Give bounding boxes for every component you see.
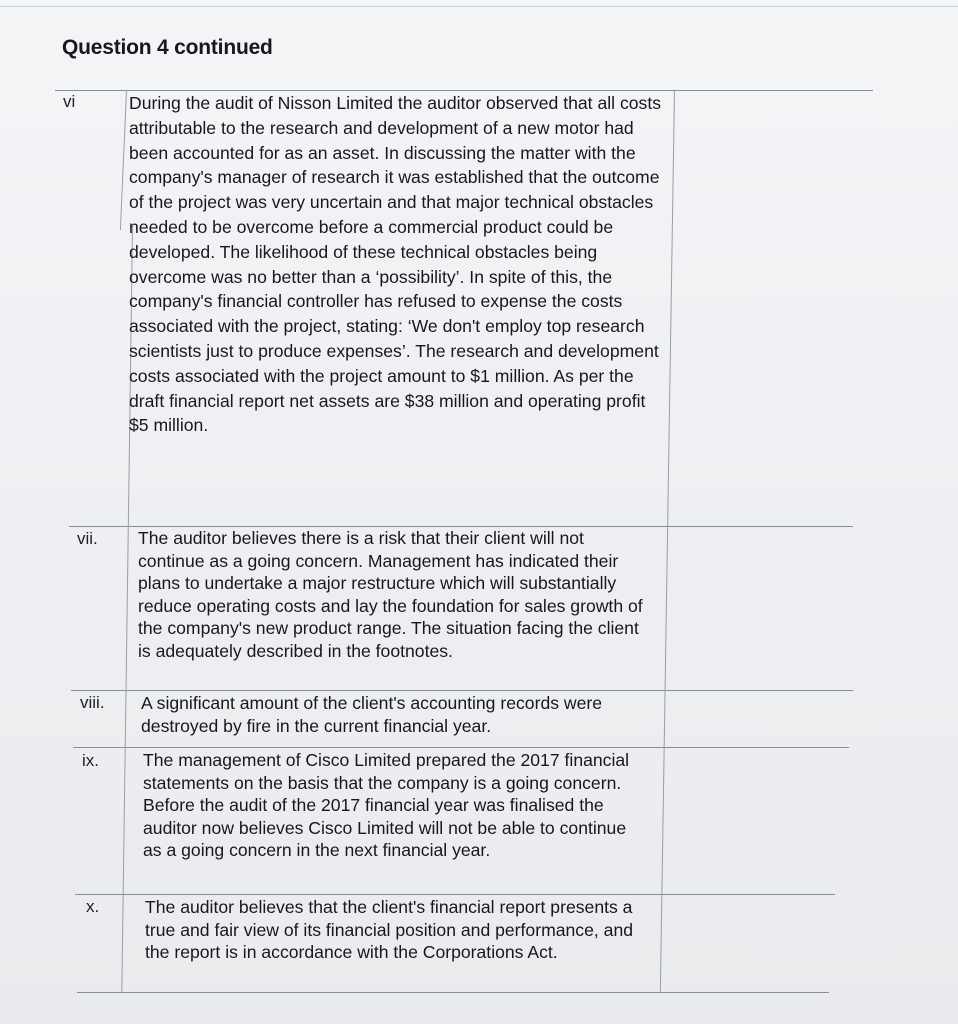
table-rule-ix [75,894,835,895]
table-rule-bottom [77,992,829,993]
row-text-viii: A significant amount of the client's accounting records were destroyed by fire in the current financial year. [141,693,603,736]
row-number-x: x. [86,897,100,916]
table-col-divider [120,90,127,230]
row-text-vii: The auditor believes there is a risk that their client will not continue as a going concern. Management has indicated their plans to undertake a major restructure which will substantially reduce operating costs and lay the foundation for sales growth of the company's new product range. The situation facing the client is adequately described in the footnotes. [138,528,643,661]
row-text-ix: The management of Cisco Limited prepared the 2017 financial statements on the basis that the company is a going concern. Before the audit of the 2017 financial year was finalised the auditor now believes Cisco Limited will not be able to continue as a going concern in the next financial year. [143,750,630,861]
question-table [55,86,915,1006]
page-title: Question 4 continued [62,36,273,59]
row-number-viii: viii. [80,693,105,712]
row-text-x: The auditor believes that the client's financial report presents a true and fair view of its financial position and performance, and the report is in accordance with the Corporations Act. [145,897,634,963]
table-rule-viii [73,747,849,748]
top-divider [0,6,958,7]
row-text-vi: During the audit of Nisson Limited the auditor observed that all costs attributable to the research and development of a new motor had been accounted for as an asset. In discussing the matter with the company's manager of research it was established that the outcome of the project was very uncertain and that major technical obstacles needed to be overcome before a commercial product could be developed. The likelihood of these technical obstacles being overcome was no better than a ‘possibility’. In spite of this, the company's financial controller has refused to expense the costs associated with the project, stating: ‘We don't employ top research scientists just to produce expenses’. The research and development costs associated with the project amount to $1 million. As per the draft financial report net assets are $38 million and operating profit $5 million. [129,93,662,436]
row-number-vi: vi [63,92,76,111]
table-rule-vii [71,690,853,691]
row-number-ix: ix. [82,751,99,770]
row-number-vii: vii. [77,529,98,548]
